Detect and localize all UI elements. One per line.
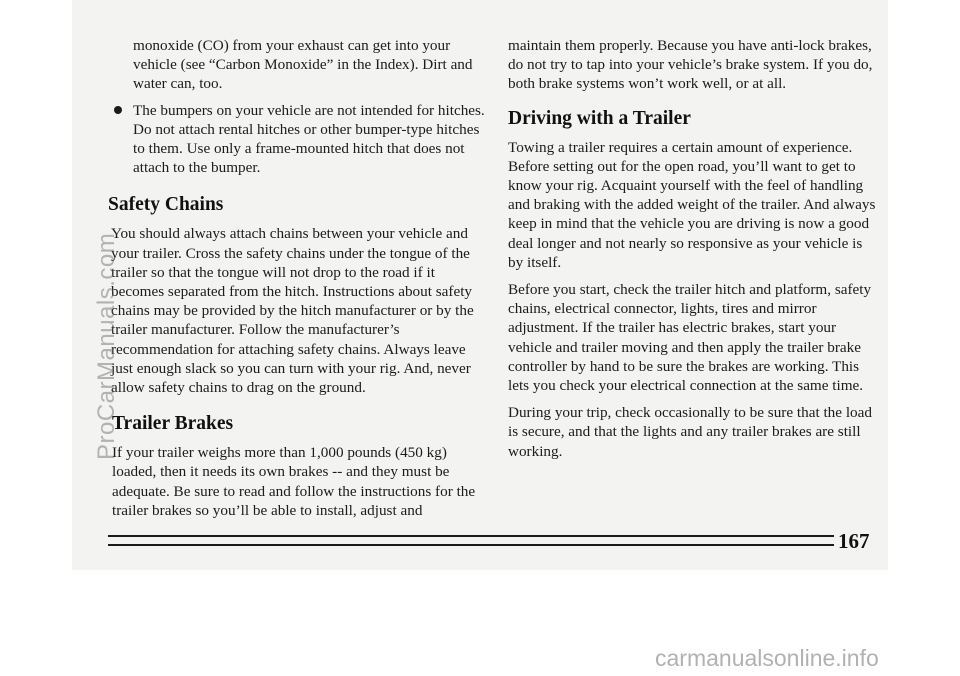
bumpers-paragraph: The bumpers on your vehicle are not intended for hitches. Do not attach rental hitches or other bumper-type hitches to them. Use only a frame-mounted hitch that does not attach to the bumper.	[133, 101, 485, 177]
left-column	[108, 36, 486, 520]
heading-safety-chains: Safety Chains	[108, 194, 224, 216]
watermark-bottom: carmanualsonline.info	[655, 645, 879, 671]
intro-paragraph: monoxide (CO) from your exhaust can get into your vehicle (see “Carbon Monoxide” in the Index). Dirt and water can, too.	[133, 37, 473, 93]
continuation-paragraph: maintain them properly. Because you have anti-lock brakes, do not try to tap into your vehicle’s brake system. If you do, both brake systems won’t work well, or at all.	[508, 37, 873, 93]
driving-paragraph-1: Towing a trailer requires a certain amount of experience. Before setting out for the open road, you’ll want to get to know your rig. Acquaint yourself with the feel of handling and braking with the added weight of the trailer. And always keep in mind that the vehicle you are driving is now a good deal longer and not nearly so responsive as your vehicle is by itself.	[508, 138, 876, 271]
right-column	[508, 36, 880, 461]
footer-rule-line-top	[108, 535, 834, 537]
driving-paragraph-2: Before you start, check the trailer hitch and platform, safety chains, electrical connector, lights, tires and mirror adjustment. If the trailer has electric brakes, start your vehicle and trailer moving and then apply the trailer brake controller by hand to be sure the brakes are working. This lets you check your electrical connection at the same time.	[508, 281, 872, 395]
footer-rule-line-bottom	[108, 544, 834, 546]
footer-rule	[108, 531, 834, 551]
heading-trailer-brakes: Trailer Brakes	[112, 413, 234, 435]
safety-chains-paragraph: You should always attach chains between your vehicle and your trailer. Cross the safety chains under the tongue of the trailer so that the tongue will not drop to the road if it becomes separated from the hitch. Instructions about safety chains may be provided by the hitch manufacturer or by the trailer manufacturer. Follow the manufacturer’s recommendation for attaching safety chains. Always leave just enough slack so you can turn with your rig. And, never allow safety chains to drag on the ground.	[111, 225, 474, 397]
trailer-brakes-paragraph: If your trailer weighs more than 1,000 pounds (450 kg) loaded, then it needs its own brakes -- and they must be adequate. Be sure to read and follow the instructions for the trailer brakes so you’ll be able to install, adjust and	[112, 444, 476, 519]
bullet-item-bumpers	[108, 101, 486, 178]
watermark-side: ProCarManuals.com	[93, 232, 120, 460]
driving-paragraph-3: During your trip, check occasionally to be sure that the load is secure, and that the lights and any trailer brakes are still working.	[508, 404, 872, 460]
heading-driving-with-trailer: Driving with a Trailer	[508, 107, 691, 129]
bullet-dot-icon	[114, 106, 122, 114]
page-number: 167	[838, 529, 870, 553]
